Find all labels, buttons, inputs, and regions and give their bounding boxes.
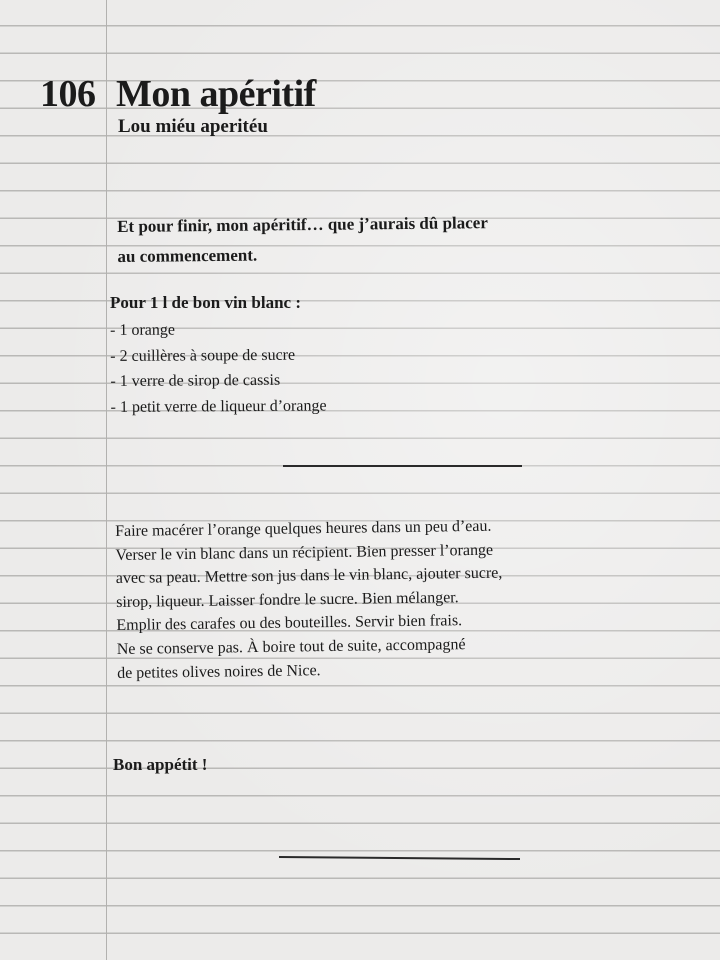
ingredient-list [110, 316, 327, 420]
method-line: sirop, liqueur. Laisser fondre le sucre. Bien mélanger. [116, 588, 459, 611]
section-divider [283, 465, 522, 467]
end-divider [279, 856, 520, 860]
ingredient-item: - 2 cuillères à soupe de sucre [110, 346, 296, 365]
intro-line: Et pour finir, mon apéritif… que j’aurais dû placer [117, 213, 488, 236]
intro-paragraph [117, 207, 588, 272]
ingredients-heading: Pour 1 l de bon vin blanc : [110, 293, 301, 312]
chapter-heading [40, 72, 316, 116]
method-line: Verser le vin blanc dans un récipient. Bien presser l’orange [115, 541, 494, 564]
method-line: de petites olives noires de Nice. [117, 661, 321, 682]
chapter-subtitle: Lou miéu aperitéu [118, 116, 268, 137]
method-line: Emplir des carafes ou des bouteilles. Servir bien frais. [116, 612, 463, 635]
intro-line: au commencement. [117, 245, 258, 266]
chapter-title: Mon apéritif [116, 73, 316, 115]
margin-line [106, 0, 107, 960]
ingredient-item: - 1 verre de sirop de cassis [110, 371, 281, 390]
closing-text: Bon appétit ! [113, 755, 208, 774]
method-line: Faire macérer l’orange quelques heures dans un peu d’eau. [115, 517, 492, 540]
method-line: Ne se conserve pas. À boire tout de suite, accompagné [116, 636, 466, 658]
method-paragraph [115, 513, 637, 685]
ingredient-item: - 1 orange [110, 321, 176, 339]
method-line: avec sa peau. Mettre son jus dans le vin blanc, ajouter sucre, [115, 564, 503, 588]
ingredient-item: - 1 petit verre de liqueur d’orange [110, 396, 327, 416]
chapter-number: 106 [40, 73, 96, 115]
